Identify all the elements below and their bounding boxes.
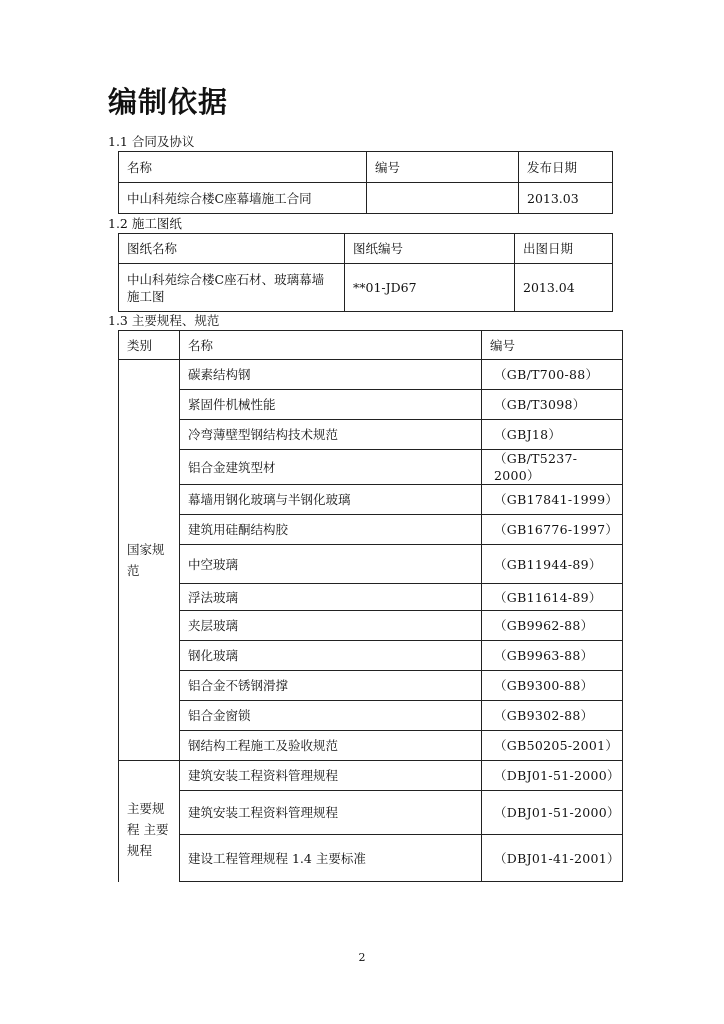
- standard-name-cell: 建筑用硅酮结构胶: [180, 515, 482, 545]
- standard-name-cell: 中空玻璃: [180, 545, 482, 584]
- standard-code-cell: （GB9302-88）: [482, 701, 623, 731]
- standard-name-cell: 钢化玻璃: [180, 641, 482, 671]
- standard-name-cell: 铝合金不锈钢滑撑: [180, 671, 482, 701]
- standard-code-cell: （GB50205-2001）: [482, 731, 623, 761]
- section-heading-drawings: 1.2 施工图纸: [108, 216, 182, 231]
- standard-code-cell: （GBJ18）: [482, 420, 623, 450]
- header-cell: 名称: [119, 152, 367, 183]
- table-cell: **01-JD67: [345, 264, 515, 312]
- table-row: [119, 701, 623, 731]
- table-row: [119, 731, 623, 761]
- standard-code-cell: （GB/T5237-2000）: [482, 450, 623, 485]
- standard-name-cell: 夹层玻璃: [180, 611, 482, 641]
- standard-name-cell: 碳素结构钢: [180, 360, 482, 390]
- standard-name-cell: 建筑安装工程资料管理规程: [180, 761, 482, 791]
- table-cell: [367, 183, 519, 214]
- standard-code-cell: （GB11614-89）: [482, 584, 623, 611]
- standard-name-cell: 建设工程管理规程 1.4 主要标准: [180, 835, 482, 882]
- standard-name-cell: 幕墙用钢化玻璃与半钢化玻璃: [180, 485, 482, 515]
- page-number: 2: [358, 951, 366, 964]
- standard-name-cell: 紧固件机械性能: [180, 390, 482, 420]
- standard-name-cell: 钢结构工程施工及验收规范: [180, 731, 482, 761]
- table-row: [119, 264, 613, 312]
- header-cell: 图纸名称: [119, 234, 345, 264]
- table-cell: 2013.04: [515, 264, 613, 312]
- table-row: [119, 671, 623, 701]
- standard-name-cell: 浮法玻璃: [180, 584, 482, 611]
- standard-code-cell: （GB16776-1997）: [482, 515, 623, 545]
- drawings-table: [118, 233, 613, 312]
- table-header-row: [119, 152, 613, 183]
- standard-code-cell: （DBJ01-51-2000）: [482, 791, 623, 835]
- section-heading-contracts: 1.1 合同及协议: [108, 134, 195, 149]
- table-row: [119, 545, 623, 584]
- header-cell: 发布日期: [519, 152, 613, 183]
- table-row: [119, 835, 623, 882]
- header-cell: 图纸编号: [345, 234, 515, 264]
- standard-code-cell: （GB11944-89）: [482, 545, 623, 584]
- standard-name-cell: 铝合金建筑型材: [180, 450, 482, 485]
- table-row: [119, 420, 623, 450]
- table-row: [119, 584, 623, 611]
- standard-code-cell: （GB17841-1999）: [482, 485, 623, 515]
- standard-code-cell: （GB9962-88）: [482, 611, 623, 641]
- table-cell: 中山科苑综合楼C座幕墙施工合同: [119, 183, 367, 214]
- standard-code-cell: （DBJ01-41-2001）: [482, 835, 623, 882]
- standard-code-cell: （DBJ01-51-2000）: [482, 761, 623, 791]
- category-cell: 国家规范: [119, 360, 180, 761]
- contracts-table: [118, 151, 613, 214]
- table-cell: 2013.03: [519, 183, 613, 214]
- standard-name-cell: 冷弯薄壁型钢结构技术规范: [180, 420, 482, 450]
- table-row: [119, 515, 623, 545]
- section-heading-standards: 1.3 主要规程、规范: [108, 313, 220, 328]
- category-cell: 主要规程 主要规程: [119, 761, 180, 882]
- table-row: [119, 360, 623, 390]
- table-row: [119, 183, 613, 214]
- table-header-row: [119, 331, 623, 360]
- header-cell: 出图日期: [515, 234, 613, 264]
- standard-code-cell: （GB/T3098）: [482, 390, 623, 420]
- table-row: [119, 611, 623, 641]
- table-header-row: [119, 234, 613, 264]
- standard-code-cell: （GB/T700-88）: [482, 360, 623, 390]
- table-row: [119, 390, 623, 420]
- standards-table: [118, 330, 623, 882]
- standard-code-cell: （GB9300-88）: [482, 671, 623, 701]
- page-title: 编制依据: [108, 85, 229, 119]
- header-cell: 编号: [482, 331, 623, 360]
- table-row: [119, 761, 623, 791]
- standard-name-cell: 建筑安装工程资料管理规程: [180, 791, 482, 835]
- header-cell: 类别: [119, 331, 180, 360]
- table-row: [119, 485, 623, 515]
- table-cell: 中山科苑综合楼C座石材、玻璃幕墙施工图: [119, 264, 345, 312]
- standard-name-cell: 铝合金窗锁: [180, 701, 482, 731]
- table-row: [119, 450, 623, 485]
- standard-code-cell: （GB9963-88）: [482, 641, 623, 671]
- header-cell: 名称: [180, 331, 482, 360]
- header-cell: 编号: [367, 152, 519, 183]
- table-row: [119, 791, 623, 835]
- table-row: [119, 641, 623, 671]
